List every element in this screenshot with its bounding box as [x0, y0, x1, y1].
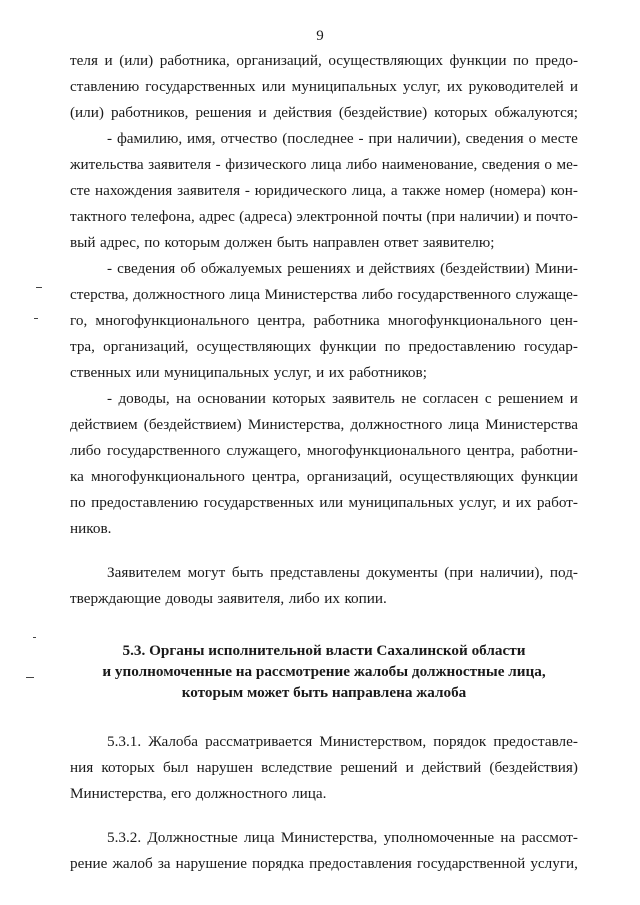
scan-mark — [34, 318, 38, 319]
paragraph — [70, 260, 578, 390]
text-line: вый адрес, по которым должен быть направлен ответ заявителю; — [70, 234, 495, 251]
text-line: тра, организаций, осуществляющих функции по предоставлению государ- — [70, 338, 578, 355]
paragraph — [70, 52, 578, 130]
text-line: - фамилию, имя, отчество (последнее - при наличии), сведения о месте — [107, 130, 578, 147]
text-line: по предоставлению государственных или муниципальных услуг, и их работ- — [70, 494, 578, 511]
heading-line: и уполномоченные на рассмотрение жалобы должностные лица, — [102, 663, 546, 680]
text-line: ственных или муниципальных услуг, и их работников; — [70, 364, 427, 381]
text-line: теля и (или) работника, организаций, осуществляющих функции по предо- — [70, 52, 578, 69]
section-heading — [70, 640, 578, 703]
text-line: ния которых был нарушен вследствие решений и действий (бездействия) — [70, 759, 578, 776]
paragraph — [70, 390, 578, 546]
text-line: рение жалоб за нарушение порядка предоставления государственной услуги, — [70, 855, 578, 872]
heading-line: 5.3. Органы исполнительной власти Сахалинской области — [122, 642, 526, 659]
text-line: (или) работников, решения и действия (бездействие) которых обжалуются; — [70, 104, 578, 121]
text-line: жительства заявителя - физического лица либо наименование, сведения о ме- — [70, 156, 578, 173]
paragraph — [70, 733, 578, 811]
text-line: - доводы, на основании которых заявитель не согласен с решением и — [107, 390, 578, 407]
paragraph — [70, 564, 578, 616]
text-line: 5.3.1. Жалоба рассматривается Министерством, порядок предоставле- — [107, 733, 578, 750]
text-line: стерства, должностного лица Министерства либо государственного служаще- — [70, 286, 578, 303]
heading-line: которым может быть направлена жалоба — [181, 684, 467, 701]
text-line: тверждающие доводы заявителя, либо их копии. — [70, 590, 387, 607]
text-line: действием (бездействием) Министерства, должностного лица Министерства — [70, 416, 578, 433]
paragraph — [70, 829, 578, 881]
text-line: ставлению государственных или муниципальных услуг, их руководителей и — [70, 78, 578, 95]
text-line: го, многофункционального центра, работника многофункционального цен- — [70, 312, 578, 329]
scan-mark — [33, 637, 36, 638]
paragraph — [70, 130, 578, 260]
text-line: - сведения об обжалуемых решениях и действиях (бездействии) Мини- — [107, 260, 578, 277]
text-line: тактного телефона, адрес (адреса) электронной почты (при наличии) и почто- — [70, 208, 578, 225]
text-line: Министерства, его должностного лица. — [70, 785, 327, 802]
page-number: 9 — [316, 28, 324, 44]
document-body — [70, 52, 578, 881]
scan-mark — [36, 287, 42, 288]
text-line: ка многофункционального центра, организаций, осуществляющих функции — [70, 468, 578, 485]
text-line: либо государственного служащего, многофункционального центра, работни- — [70, 442, 578, 459]
text-line: сте нахождения заявителя - юридического лица, а также номер (номера) кон- — [70, 182, 578, 199]
text-line: ников. — [70, 520, 112, 537]
scan-mark — [26, 677, 34, 678]
text-line: 5.3.2. Должностные лица Министерства, уполномоченные на рассмот- — [107, 829, 578, 846]
paragraph-gap — [70, 811, 578, 829]
paragraph-gap — [70, 546, 578, 564]
text-line: Заявителем могут быть представлены документы (при наличии), под- — [107, 564, 578, 581]
